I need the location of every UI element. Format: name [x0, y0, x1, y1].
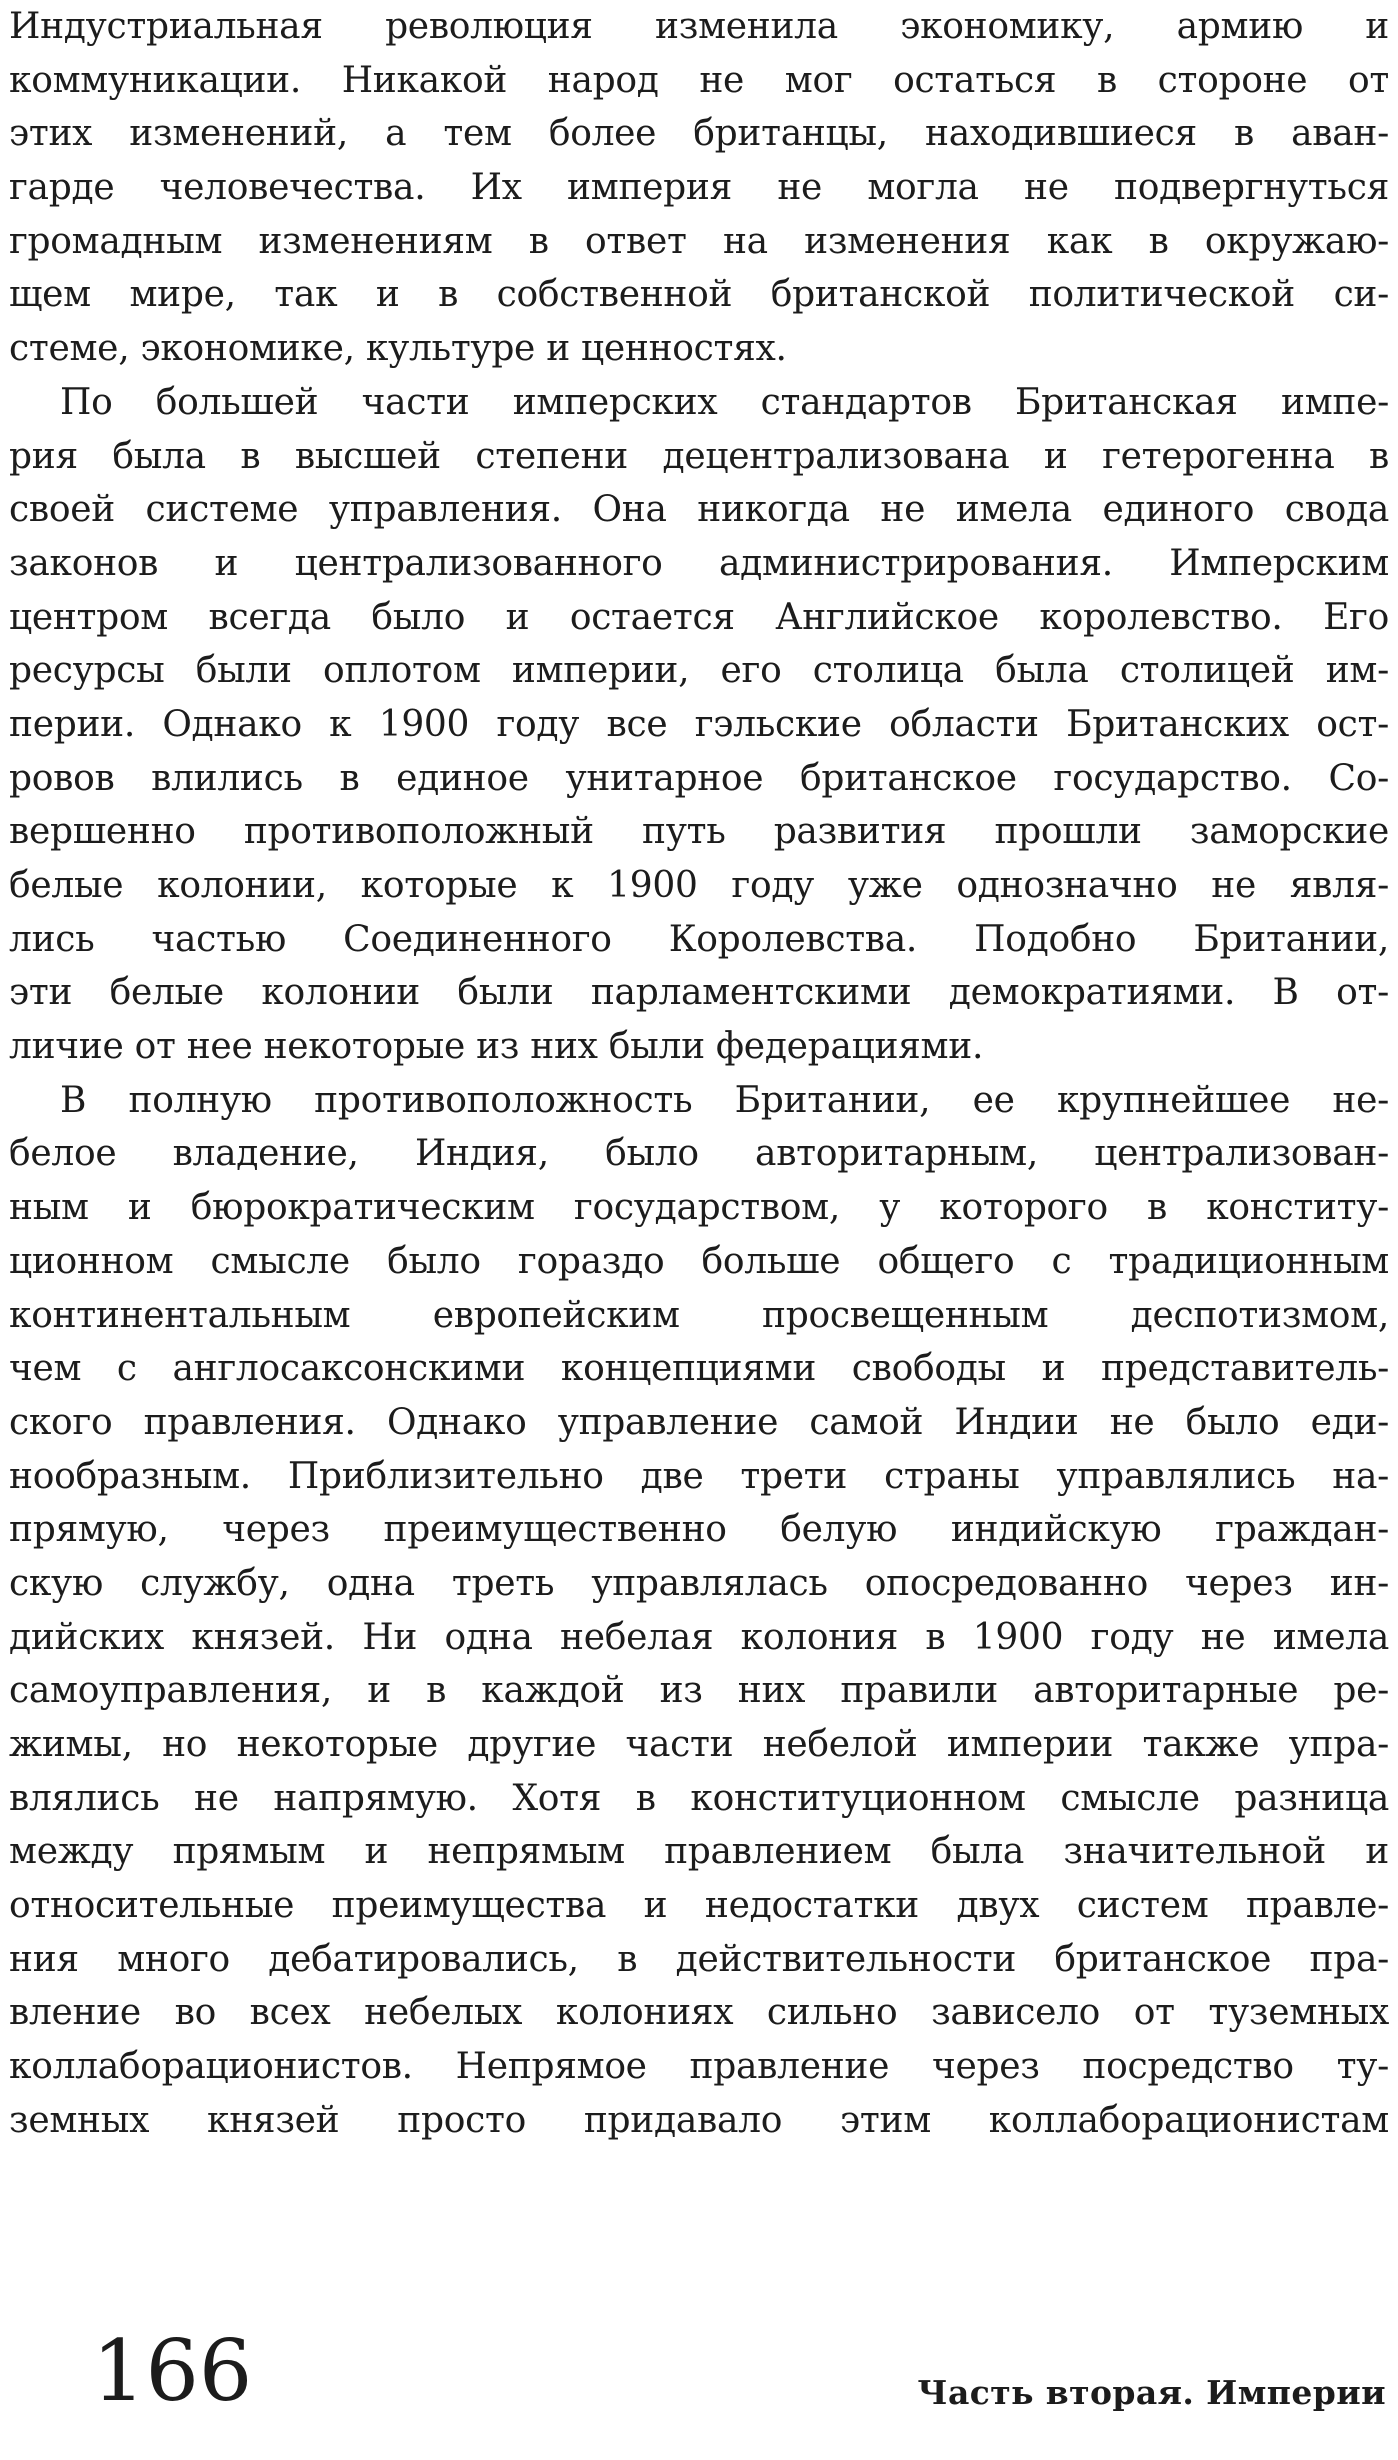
- text-line: гарде человечества. Их империя не могла не подвергнуться: [9, 167, 1389, 209]
- text-line: ционном смысле было гораздо больше общего с традиционным: [9, 1240, 1389, 1282]
- text-line: коммуникации. Никакой народ не мог остаться в стороне от: [9, 59, 1389, 101]
- text-line: В полную противоположность Британии, ее крупнейшее не-: [60, 1079, 1389, 1121]
- text-line: континентальным европейским просвещенным деспотизмом,: [9, 1294, 1389, 1336]
- body-text: [9, 0, 1389, 2148]
- text-line: своей системе управления. Она никогда не имела единого свода: [9, 489, 1389, 531]
- text-line: этих изменений, а тем более британцы, находившиеся в аван-: [9, 113, 1389, 155]
- text-line: чем с англосаксонскими концепциями свободы и представитель-: [9, 1348, 1389, 1390]
- text-line: эти белые колонии были парламентскими демократиями. В от-: [9, 972, 1389, 1014]
- text-line: ского правления. Однако управление самой Индии не было еди-: [9, 1401, 1389, 1443]
- text-line: щем мире, так и в собственной британской политической си-: [9, 274, 1389, 316]
- text-line: между прямым и непрямым правлением была значительной и: [9, 1831, 1389, 1873]
- text-line: личие от нее некоторые из них были федерациями.: [9, 1026, 984, 1068]
- text-line: жимы, но некоторые другие части небелой империи также упра-: [9, 1724, 1389, 1765]
- text-line: ресурсы были оплотом империи, его столица была столицей им-: [9, 650, 1389, 692]
- text-line: земных князей просто придавало этим коллаборационистам: [9, 2099, 1389, 2141]
- text-line: белое владение, Индия, было авторитарным, централизован-: [9, 1133, 1389, 1175]
- text-line: громадным изменениям в ответ на изменения как в окружаю-: [9, 220, 1389, 262]
- text-line: лись частью Соединенного Королевства. Подобно Британии,: [9, 918, 1389, 960]
- text-line: прямую, через преимущественно белую индийскую граждан-: [9, 1509, 1389, 1551]
- text-line: законов и централизованного администрирования. Имперским: [9, 542, 1389, 584]
- text-line: коллаборационистов. Непрямое правление через посредство ту-: [9, 2046, 1389, 2088]
- text-line: перии. Однако к 1900 году все гэльские области Британских ост-: [9, 703, 1389, 745]
- text-line: самоуправления, и в каждой из них правили авторитарные ре-: [9, 1670, 1389, 1712]
- text-line: вление во всех небелых колониях сильно зависело от туземных: [9, 1992, 1389, 2034]
- text-line: стеме, экономике, культуре и ценностях.: [9, 328, 787, 370]
- text-line: рия была в высшей степени децентрализована и гетерогенна в: [9, 435, 1389, 477]
- text-line: По большей части имперских стандартов Британская импе-: [60, 381, 1389, 423]
- text-line: влялись не напрямую. Хотя в конституционном смысле разница: [9, 1777, 1389, 1819]
- running-head: Часть вторая. Империи: [917, 2373, 1386, 2412]
- page-footer: [0, 2316, 1398, 2446]
- text-line: вершенно противоположный путь развития прошли заморские: [9, 811, 1389, 853]
- text-line: скую службу, одна треть управлялась опосредованно через ин-: [9, 1562, 1389, 1604]
- text-line: ния много дебатировались, в действительности британское пра-: [9, 1938, 1389, 1980]
- text-line: центром всегда было и остается Английское королевство. Его: [9, 596, 1389, 638]
- text-line: Индустриальная революция изменила экономику, армию и: [9, 6, 1389, 47]
- text-line: ным и бюрократическим государством, у которого в конститу-: [9, 1187, 1389, 1229]
- text-line: ровов влились в единое унитарное британское государство. Со-: [9, 757, 1389, 799]
- text-line: дийских князей. Ни одна небелая колония в 1900 году не имела: [9, 1616, 1389, 1658]
- page-number: 166: [92, 2322, 253, 2420]
- text-line: белые колонии, которые к 1900 году уже однозначно не явля-: [9, 865, 1389, 906]
- text-line: нообразным. Приблизительно две трети страны управлялись на-: [9, 1455, 1389, 1497]
- text-line: относительные преимущества и недостатки двух систем правле-: [9, 1885, 1389, 1927]
